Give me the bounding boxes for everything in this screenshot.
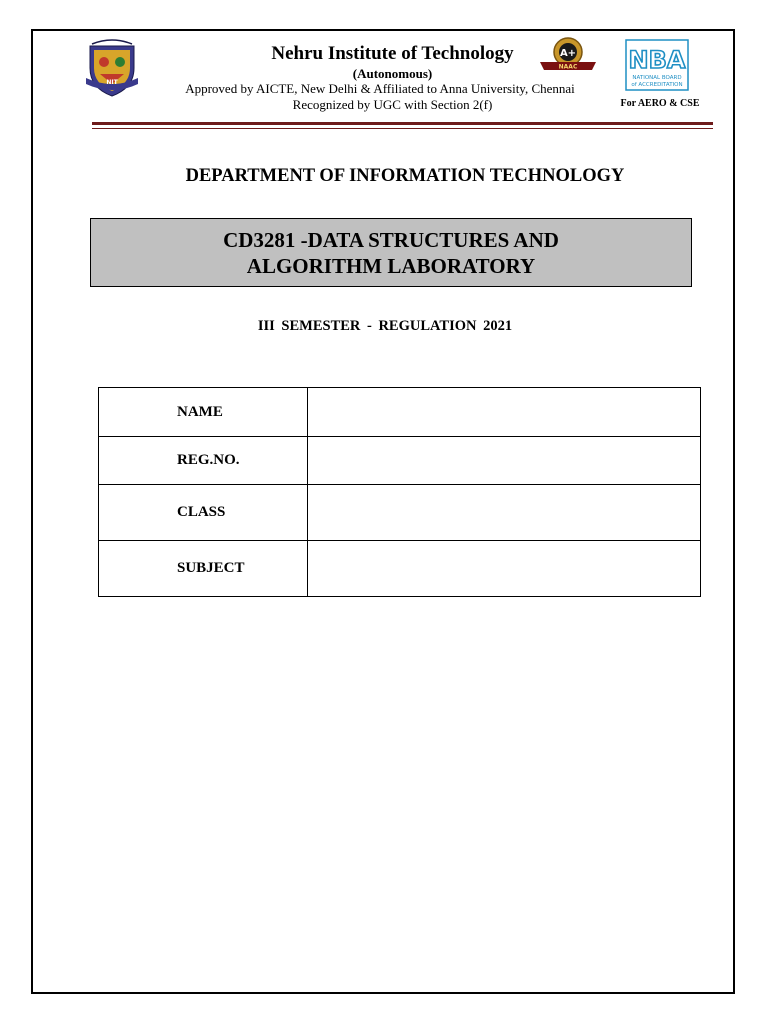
table-row xyxy=(99,388,701,437)
student-info-table xyxy=(98,387,701,597)
subject-label: SUBJECT xyxy=(99,541,308,597)
name-label: NAME xyxy=(99,388,308,437)
institute-name: Nehru Institute of Technology xyxy=(271,43,514,64)
nba-mark-text: NBA xyxy=(628,46,686,74)
table-row xyxy=(99,541,701,597)
subject-field[interactable] xyxy=(308,541,701,597)
regno-field[interactable] xyxy=(308,437,701,485)
class-label: CLASS xyxy=(99,485,308,541)
name-field[interactable] xyxy=(308,388,701,437)
nba-caption-1: NATIONAL BOARD xyxy=(632,75,682,81)
nba-logo xyxy=(624,38,690,92)
table-row xyxy=(99,437,701,485)
course-title-box xyxy=(90,218,692,287)
regno-label: REG.NO. xyxy=(99,437,308,485)
table-row xyxy=(99,485,701,541)
college-crest-logo xyxy=(84,38,140,98)
autonomous-label: (Autonomous) xyxy=(352,66,433,81)
course-title-line-1: CD3281 -DATA STRUCTURES AND xyxy=(223,227,559,252)
naac-grade-text: A+ xyxy=(559,48,577,59)
header-rule-thick xyxy=(92,122,713,125)
naac-label-text: NAAC xyxy=(558,63,578,71)
nba-caption-2: of ACCREDITATION xyxy=(631,82,683,88)
accreditation-note: For AERO & CSE xyxy=(620,98,700,109)
class-field[interactable] xyxy=(308,485,701,541)
ugc-recognition-text: Recognized by UGC with Section 2(f) xyxy=(292,97,493,112)
approval-text: Approved by AICTE, New Delhi & Affiliated to Anna University, Chennai xyxy=(185,81,575,96)
svg-text:NIT: NIT xyxy=(106,79,118,86)
semester-regulation: III SEMESTER - REGULATION 2021 xyxy=(257,318,513,334)
course-title-line-2: ALGORITHM LABORATORY xyxy=(246,253,536,278)
department-title: DEPARTMENT OF INFORMATION TECHNOLOGY xyxy=(185,166,625,186)
header-rule-thin xyxy=(92,128,713,129)
